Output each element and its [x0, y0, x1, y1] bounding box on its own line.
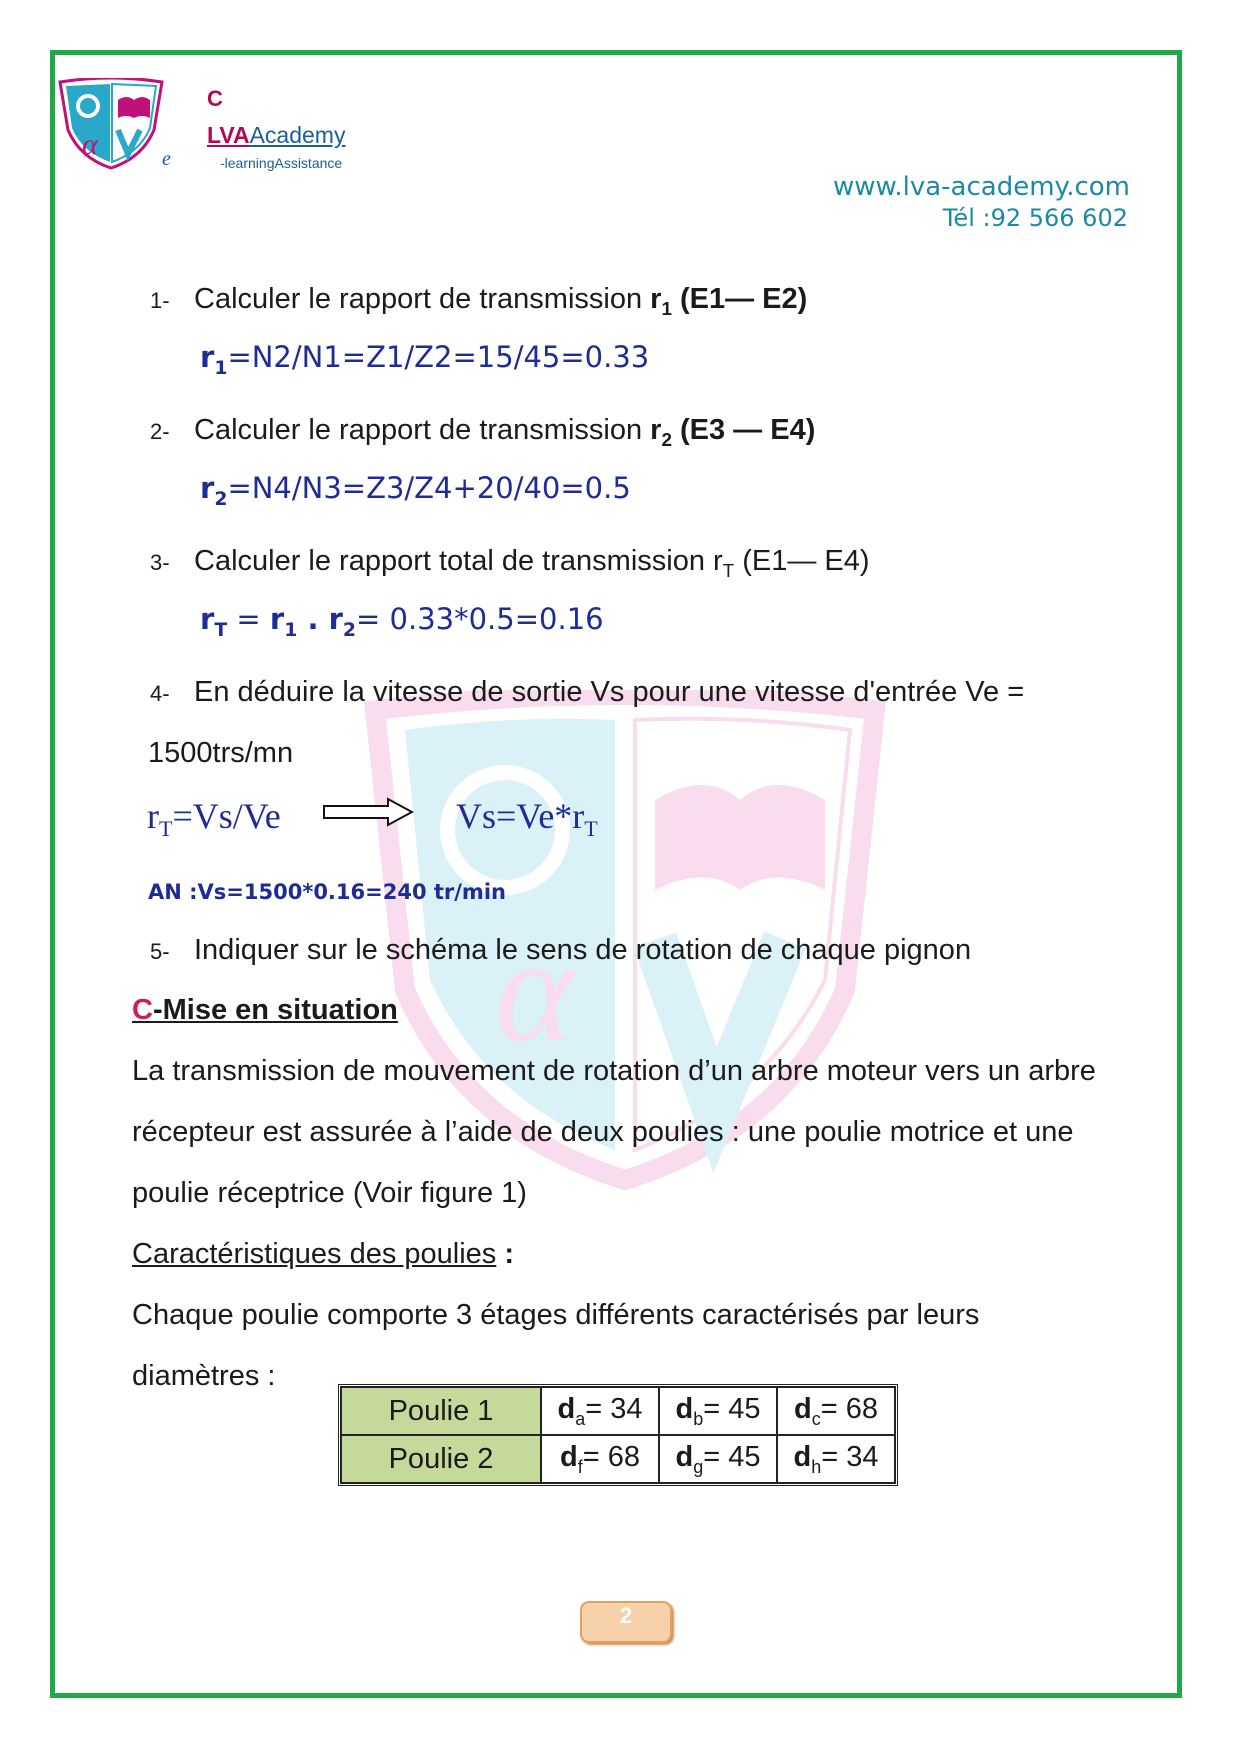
question-text: En déduire la vitesse de sortie Vs pour une vitesse d'entrée Ve =	[194, 676, 1025, 708]
question-text: Calculer le rapport de transmission	[194, 283, 651, 315]
formula-symbol: r	[147, 796, 159, 836]
question-3	[150, 545, 870, 582]
diameter-value: = 45	[703, 1440, 761, 1473]
diameter-sub: g	[693, 1456, 704, 1477]
diameter-symbol: d	[675, 1440, 694, 1473]
diameter-cell	[541, 1435, 659, 1483]
question-5	[150, 934, 971, 967]
answer-symbol-r2-sub: 2	[342, 619, 357, 641]
diameter-cell	[659, 1435, 777, 1483]
brand-lva: LVA	[207, 122, 250, 148]
pulley-name: Poulie 1	[341, 1387, 541, 1435]
section-letter: C	[132, 994, 153, 1026]
answer-equals: =	[227, 602, 270, 636]
answer-symbol: r	[200, 471, 215, 505]
pulley-name: Poulie 2	[341, 1435, 541, 1483]
brand-tagline: -learningAssistance	[220, 155, 343, 171]
diameter-value: = 34	[585, 1392, 643, 1425]
paragraph-line-1: La transmission de mouvement de rotation d’un arbre moteur vers un arbre	[132, 1055, 1096, 1087]
pulley-diameter-table	[338, 1384, 898, 1486]
formula-vs	[456, 795, 598, 842]
diameter-value: = 34	[821, 1440, 879, 1473]
answer-formula: =N4/N3=Z3/Z4+20/40=0.5	[227, 471, 631, 505]
svg-text:α: α	[495, 907, 574, 1073]
section-title	[132, 994, 398, 1027]
question-symbol: r	[650, 414, 662, 446]
answer-1	[200, 340, 649, 379]
characteristics-colon: :	[496, 1238, 515, 1270]
diameter-symbol: d	[557, 1392, 576, 1425]
numerical-application: AN :Vs=1500*0.16=240 tr/min	[148, 880, 506, 904]
question-number: 2-	[150, 419, 170, 444]
formula-symbol-sub: T	[159, 816, 173, 842]
question-text: Calculer le rapport total de transmission r	[194, 545, 723, 577]
brand-c: C	[207, 86, 223, 111]
chaque-line-1: Chaque poulie comporte 3 étages différents caractérisés par leurs	[132, 1299, 980, 1331]
answer-dot: .	[297, 602, 329, 636]
answer-symbol-rt-sub: T	[214, 619, 228, 641]
website-link[interactable]: www.lva-academy.com	[832, 172, 1130, 202]
question-text: Indiquer sur le schéma le sens de rotation de chaque pignon	[194, 934, 972, 966]
brand-academy: Academy	[249, 122, 346, 148]
page-number: 2	[580, 1601, 672, 1643]
question-symbol-sub: 2	[661, 428, 672, 450]
diameter-cell	[777, 1387, 895, 1435]
diameter-sub: a	[575, 1408, 586, 1429]
answer-symbol-sub: 1	[214, 357, 228, 379]
question-4	[150, 676, 1024, 709]
table-row	[341, 1435, 895, 1483]
answer-3	[200, 602, 604, 641]
question-range: (E1— E4)	[734, 545, 870, 577]
answer-2	[200, 471, 631, 510]
diameter-value: = 45	[703, 1392, 761, 1425]
diameter-cell	[777, 1435, 895, 1483]
answer-symbol: r	[200, 340, 215, 374]
question-number: 1-	[150, 288, 170, 313]
diameter-sub: c	[811, 1408, 821, 1429]
question-1	[150, 283, 807, 320]
question-range: (E1— E2)	[671, 283, 808, 315]
question-2	[150, 414, 815, 451]
answer-symbol-r2: r	[328, 602, 343, 636]
diameter-sub: b	[693, 1408, 704, 1429]
diameter-symbol: d	[793, 1440, 812, 1473]
diameter-value: = 68	[820, 1392, 878, 1425]
diameter-sub: h	[811, 1456, 822, 1477]
question-number: 3-	[150, 550, 170, 575]
question-text: Calculer le rapport de transmission	[194, 414, 651, 446]
answer-symbol-r1: r	[269, 602, 285, 636]
paragraph-line-3: poulie réceptrice (Voir figure 1)	[132, 1177, 527, 1209]
question-symbol-sub: 1	[661, 297, 672, 319]
question-symbol-sub: T	[722, 559, 735, 581]
chaque-line-2: diamètres :	[132, 1360, 276, 1392]
characteristics-title: Caractéristiques des poulies	[132, 1238, 497, 1270]
phone-number: Tél :92 566 602	[942, 204, 1128, 232]
formula-body: Vs=Ve*r	[456, 796, 585, 836]
question-symbol: r	[650, 283, 662, 315]
brand-e: e	[162, 148, 171, 170]
diameter-value: = 68	[582, 1440, 640, 1473]
diameter-symbol: d	[794, 1392, 812, 1425]
formula-body: =Vs/Ve	[172, 796, 281, 836]
section-title-text: -Mise en situation	[152, 994, 398, 1026]
table-row	[341, 1387, 895, 1435]
formula-rt	[147, 795, 281, 842]
characteristics-heading	[132, 1238, 514, 1271]
answer-symbol-r1-sub: 1	[284, 619, 298, 641]
diameter-symbol: d	[560, 1440, 578, 1473]
formula-symbol-sub: T	[584, 816, 598, 842]
question-4-line-2: 1500trs/mn	[148, 737, 294, 769]
implies-arrow-icon	[322, 797, 414, 827]
paragraph-line-2: récepteur est assurée à l’aide de deux poulies : une poulie motrice et une	[132, 1116, 1074, 1148]
answer-symbol-sub: 2	[214, 488, 228, 510]
diameter-sub: f	[577, 1456, 583, 1477]
diameter-cell	[659, 1387, 777, 1435]
answer-formula: =N2/N1=Z1/Z2=15/45=0.33	[227, 340, 650, 374]
question-range: (E3 — E4)	[671, 414, 816, 446]
lva-academy-logo-icon	[58, 78, 164, 170]
question-number: 5-	[150, 939, 170, 964]
svg-text:α: α	[82, 128, 98, 161]
answer-formula: = 0.33*0.5=0.16	[356, 602, 604, 636]
diameter-cell	[541, 1387, 659, 1435]
diameter-symbol: d	[675, 1392, 694, 1425]
answer-symbol-rt: r	[200, 602, 215, 636]
question-number: 4-	[150, 681, 170, 706]
brand-name	[207, 122, 345, 149]
